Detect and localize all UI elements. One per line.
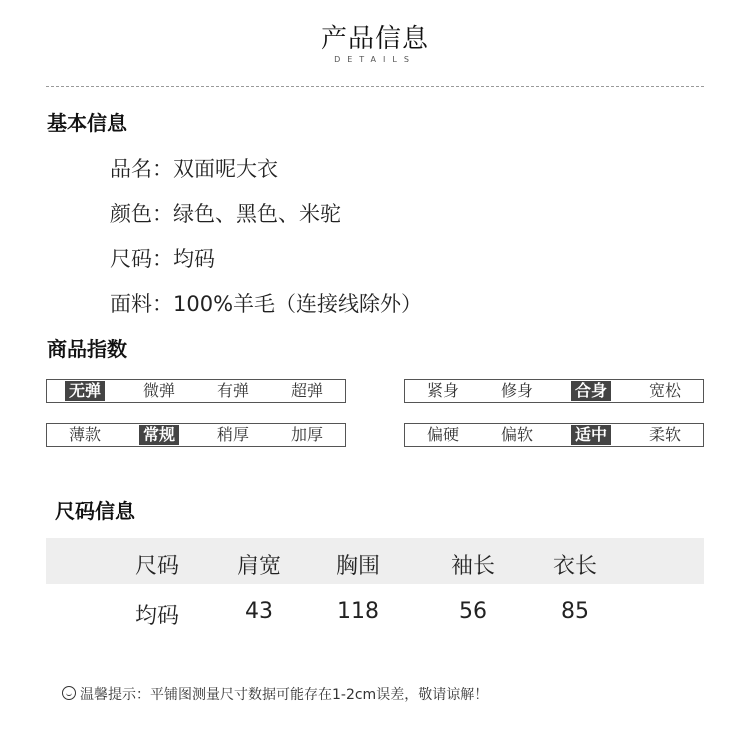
size-header-cell: 尺码 (134, 554, 179, 579)
info-value: 双面呢大衣 (173, 157, 278, 181)
size-cell: 均码 (134, 604, 179, 629)
smile-icon (62, 686, 76, 700)
index-box-elasticity (46, 379, 346, 403)
info-label: 品名： (110, 157, 173, 181)
info-label: 面料： (110, 292, 173, 316)
index-option: 超弹 (290, 381, 323, 400)
index-box-thickness (46, 423, 346, 447)
index-option: 偏硬 (426, 425, 459, 444)
size-header-cell: 袖长 (450, 554, 495, 579)
tip (62, 684, 488, 704)
info-row-color (110, 198, 341, 228)
info-value: 绿色、黑色、米驼 (173, 202, 341, 226)
index-option: 微弹 (142, 381, 175, 400)
index-option: 合身 (571, 381, 611, 401)
basic-info-title: 基本信息 (47, 111, 127, 135)
index-box-fit (404, 379, 704, 403)
index-title: 商品指数 (47, 337, 127, 361)
info-value: 100%羊毛（连接线除外） (173, 292, 423, 316)
size-cell: 85 (561, 599, 589, 624)
index-option: 加厚 (290, 425, 323, 444)
index-option: 修身 (500, 381, 533, 400)
size-cell: 118 (337, 599, 379, 624)
size-info-title: 尺码信息 (55, 499, 135, 523)
info-label: 尺码： (110, 247, 173, 271)
index-option: 宽松 (648, 381, 681, 400)
divider (46, 86, 704, 87)
info-value: 均码 (173, 247, 215, 271)
index-option: 柔软 (648, 425, 681, 444)
info-row-name (110, 153, 278, 183)
index-option: 有弹 (216, 381, 249, 400)
size-header-cell: 胸围 (335, 554, 380, 579)
index-option: 稍厚 (216, 425, 249, 444)
page-subtitle: DETAILS (334, 55, 416, 64)
index-option: 无弹 (65, 381, 105, 401)
index-box-softness (404, 423, 704, 447)
size-cell: 56 (459, 599, 487, 624)
info-row-size (110, 243, 215, 273)
index-option: 紧身 (426, 381, 459, 400)
tip-text: 温馨提示：平铺图测量尺寸数据可能存在1-2cm误差，敬请谅解！ (80, 687, 489, 703)
info-label: 颜色： (110, 202, 173, 226)
page-title: 产品信息 (320, 24, 429, 54)
index-option: 适中 (571, 425, 611, 445)
info-row-fabric (110, 288, 422, 318)
index-option: 薄款 (68, 425, 101, 444)
index-option: 常规 (139, 425, 179, 445)
size-cell: 43 (245, 599, 273, 624)
size-header-cell: 肩宽 (236, 554, 281, 579)
index-option: 偏软 (500, 425, 533, 444)
size-header-cell: 衣长 (552, 554, 597, 579)
